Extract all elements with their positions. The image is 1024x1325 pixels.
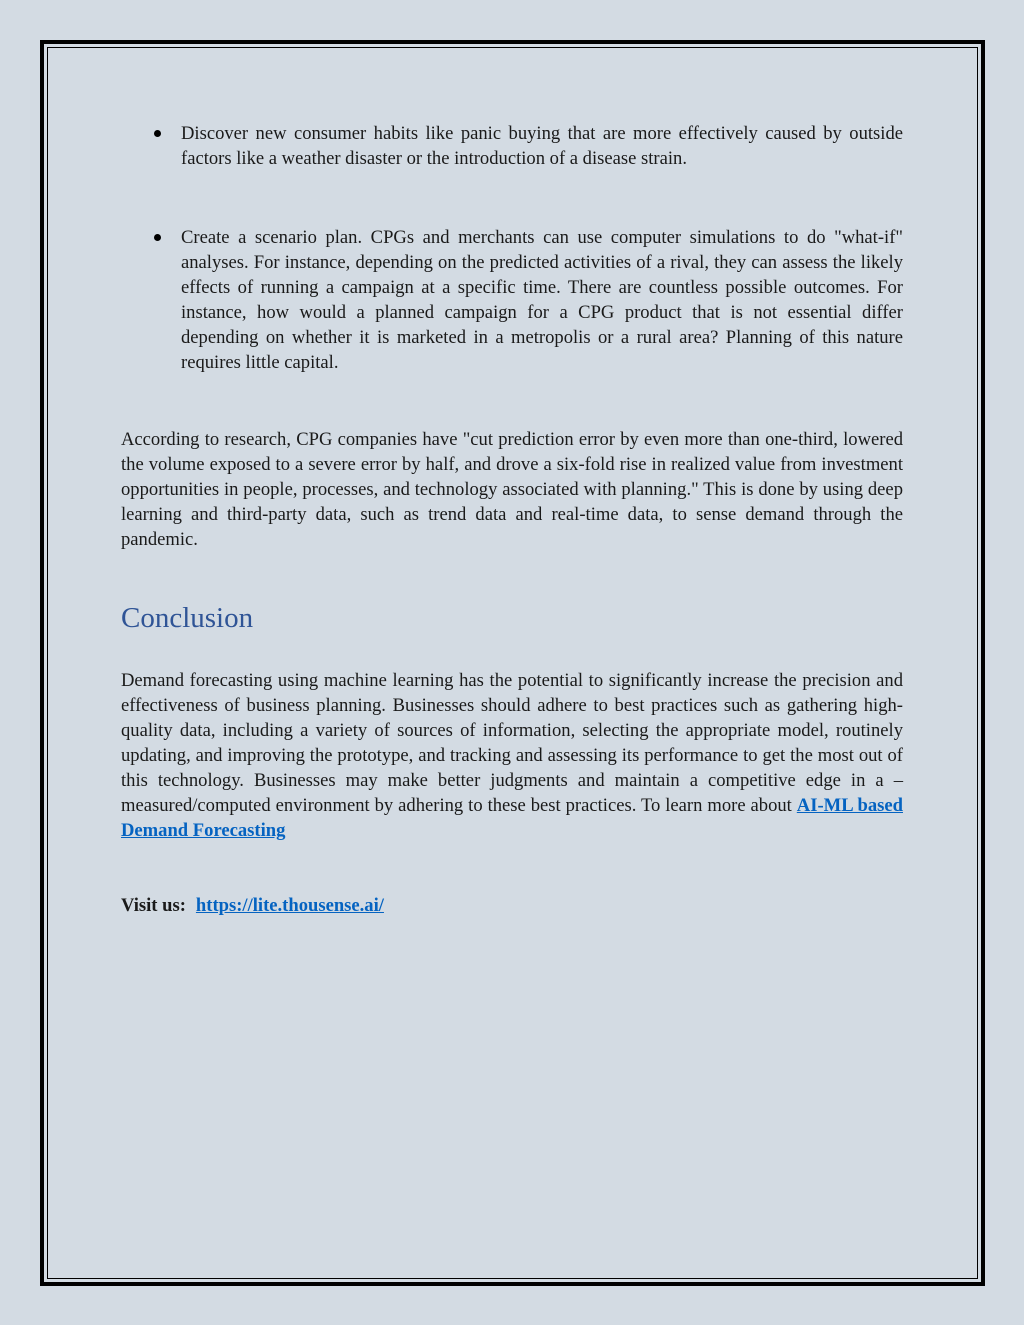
bullet-list xyxy=(121,121,903,375)
visit-label: Visit us: xyxy=(121,895,186,916)
conclusion-paragraph xyxy=(121,668,903,843)
demand-forecasting-link[interactable]: AI-ML based Demand Forecasting xyxy=(121,795,903,841)
conclusion-heading: Conclusion xyxy=(121,602,254,634)
bullet-icon xyxy=(154,234,161,241)
bullet-icon xyxy=(154,130,161,137)
list-item xyxy=(121,225,903,375)
bullet-text: Create a scenario plan. CPGs and merchants can use computer simulations to do "what-if" analyses. For instance, depending on the predicted activities of a rival, they can assess the likely effects of running a campaign at a specific time. There are countless possible outcomes. For instance, how would a planned campaign for a CPG product that is not essential differ depending on whether it is marketed in a metropolis or a rural area? Planning of this nature requires little capital. xyxy=(181,227,903,373)
document-body xyxy=(121,121,903,918)
website-link[interactable]: https://lite.thousense.ai/ xyxy=(195,895,384,916)
list-item xyxy=(121,121,903,171)
visit-line xyxy=(121,893,903,918)
conclusion-text: Demand forecasting using machine learning has the potential to significantly increase the precision and effectiveness of business planning. Businesses should adhere to best practices such as gathering high-quality data, including a variety of sources of information, selecting the appropriate model, routinely updating, and improving the prototype, and tracking and assessing its performance to get the most out of this technology. Businesses may make better judgments and maintain a competitive edge in a – measured/computed environment by adhering to these best practices. To learn more about xyxy=(121,670,903,816)
bullet-text: Discover new consumer habits like panic buying that are more effectively caused by outside factors like a weather disaster or the introduction of a disease strain. xyxy=(181,123,903,169)
research-paragraph: According to research, CPG companies have "cut prediction error by even more than one-third, lowered the volume exposed to a severe error by half, and drove a six-fold rise in realized value from investment opportunities in people, processes, and technology associated with planning." This is done by using deep learning and third-party data, such as trend data and real-time data, to sense demand through the pandemic. xyxy=(121,429,903,550)
